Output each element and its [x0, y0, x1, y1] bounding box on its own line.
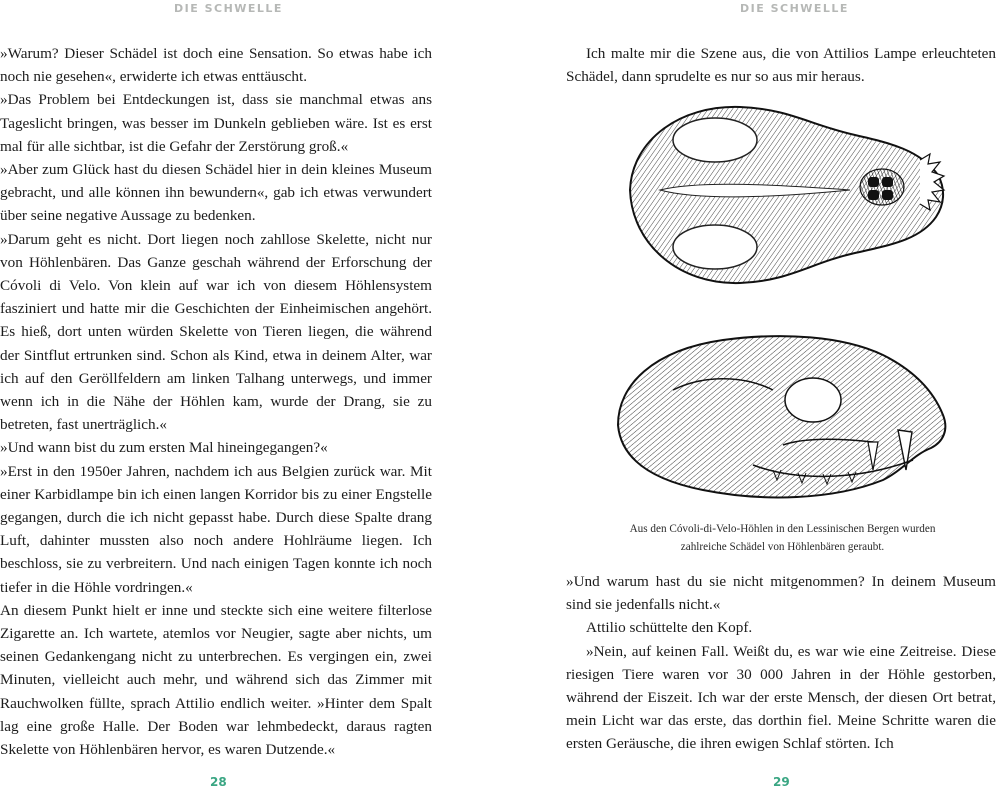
figure-caption: [590, 520, 975, 556]
right-page: [500, 0, 1000, 800]
right-body-text: [566, 570, 996, 756]
running-head-left: DIE SCHWELLE: [174, 2, 283, 15]
paragraph: »Darum geht es nicht. Dort liegen noch zahllose Skelette, nicht nur von Höhlenbären. Das Ganze geschah während der Erforschung der Cóvoli di Velo. Von klein auf war ich von diesem Höhlensystem fasziniert und hatte mir die Geschichten der Einheimischen angehört. Es hieß, dort unten würden Skelette von Tieren liegen, die während der Sintflut ertrunken sind. Schon als Kind, etwa in deinem Alter, war ich auf den Geröllfeldern am linken Talhang unterwegs, und immer wenn ich in die Nähe der Höhlen kam, wurde der Drang, sie zu betreten, fast unerträglich.«: [0, 230, 432, 434]
page-number-left: 28: [210, 775, 227, 789]
paragraph: Ich malte mir die Szene aus, die von Attilios Lampe erleuchteten Schädel, dann sprudelte es nur so aus mir heraus.: [566, 45, 996, 86]
running-head-right: DIE SCHWELLE: [740, 2, 849, 15]
paragraph: »Nein, auf keinen Fall. Weißt du, es war wie eine Zeitreise. Diese riesigen Tiere waren vor 30 000 Jahren in der Höhle gestorben, während der Eiszeit. Ich war der erste Mensch, der diesen Ort betrat, mein Licht war das erste, das dorthin fiel. Meine Schritte waren die ersten Geräusche, die ihren ewigen Schlaf störten. Ich: [566, 642, 996, 753]
page-number-right: 29: [773, 775, 790, 789]
caption-line-2: zahlreiche Schädel von Höhlenbären geraubt.: [680, 541, 885, 553]
paragraph: »Und wann bist du zum ersten Mal hineingegangen?«: [0, 439, 328, 457]
paragraph: An diesem Punkt hielt er inne und steckte sich eine weitere filterlose Zigarette an. Ich wartete, atemlos vor Neugier, sagte aber nichts, um seinen Gedankengang nicht zu unterbrechen. Es vergingen ein, zwei Minuten, vielleicht auch mehr, und während sich das Zimmer mit Rauchwolken füllte, sprach Attilio endlich weiter. »Hinter dem Spalt lag eine große Halle. Der Boden war lehmbedeckt, daraus ragten Skelette von Höhlenbären hervor, es waren Dutzende.«: [0, 601, 432, 759]
paragraph: »Erst in den 1950er Jahren, nachdem ich aus Belgien zurück war. Mit einer Karbidlampe bin ich einen langen Korridor bis zu einer Engstelle gegangen, durch die ich nicht gepasst habe. Durch diese Spalte drang Luft, dahinter mussten also noch andere Hohlräume liegen. Ich beschloss, sie zu verbreitern. Und nach einigen Tagen konnte ich noch tiefer in die Höhle vordringen.«: [0, 462, 432, 596]
caption-line-1: Aus den Cóvoli-di-Velo-Höhlen in den Lessinischen Bergen wurden: [629, 523, 936, 535]
left-body-text: [0, 42, 432, 761]
paragraph: »Und warum hast du sie nicht mitgenommen? In deinem Museum sind sie jedenfalls nicht.«: [566, 573, 996, 614]
paragraph: »Warum? Dieser Schädel ist doch eine Sensation. So etwas habe ich noch nie gesehen«, erwiderte ich etwas enttäuscht.: [0, 45, 432, 86]
paragraph: »Das Problem bei Entdeckungen ist, dass sie manchmal etwas ans Tageslicht bringen, was besser im Dunkeln geblieben wäre. Ist es erst mal für alle sichtbar, ist die Gefahr der Zerstörung groß.«: [0, 91, 432, 155]
skull-side-view-illustration: [613, 330, 955, 505]
skull-top-view-illustration: [620, 95, 950, 295]
right-intro-text: [566, 42, 996, 88]
paragraph: »Aber zum Glück hast du diesen Schädel hier in dein kleines Museum gebracht, und alle können ihn bewundern«, gab ich etwas verwundert über seine negative Aussage zu bedenken.: [0, 161, 432, 225]
paragraph: Attilio schüttelte den Kopf.: [586, 619, 753, 637]
